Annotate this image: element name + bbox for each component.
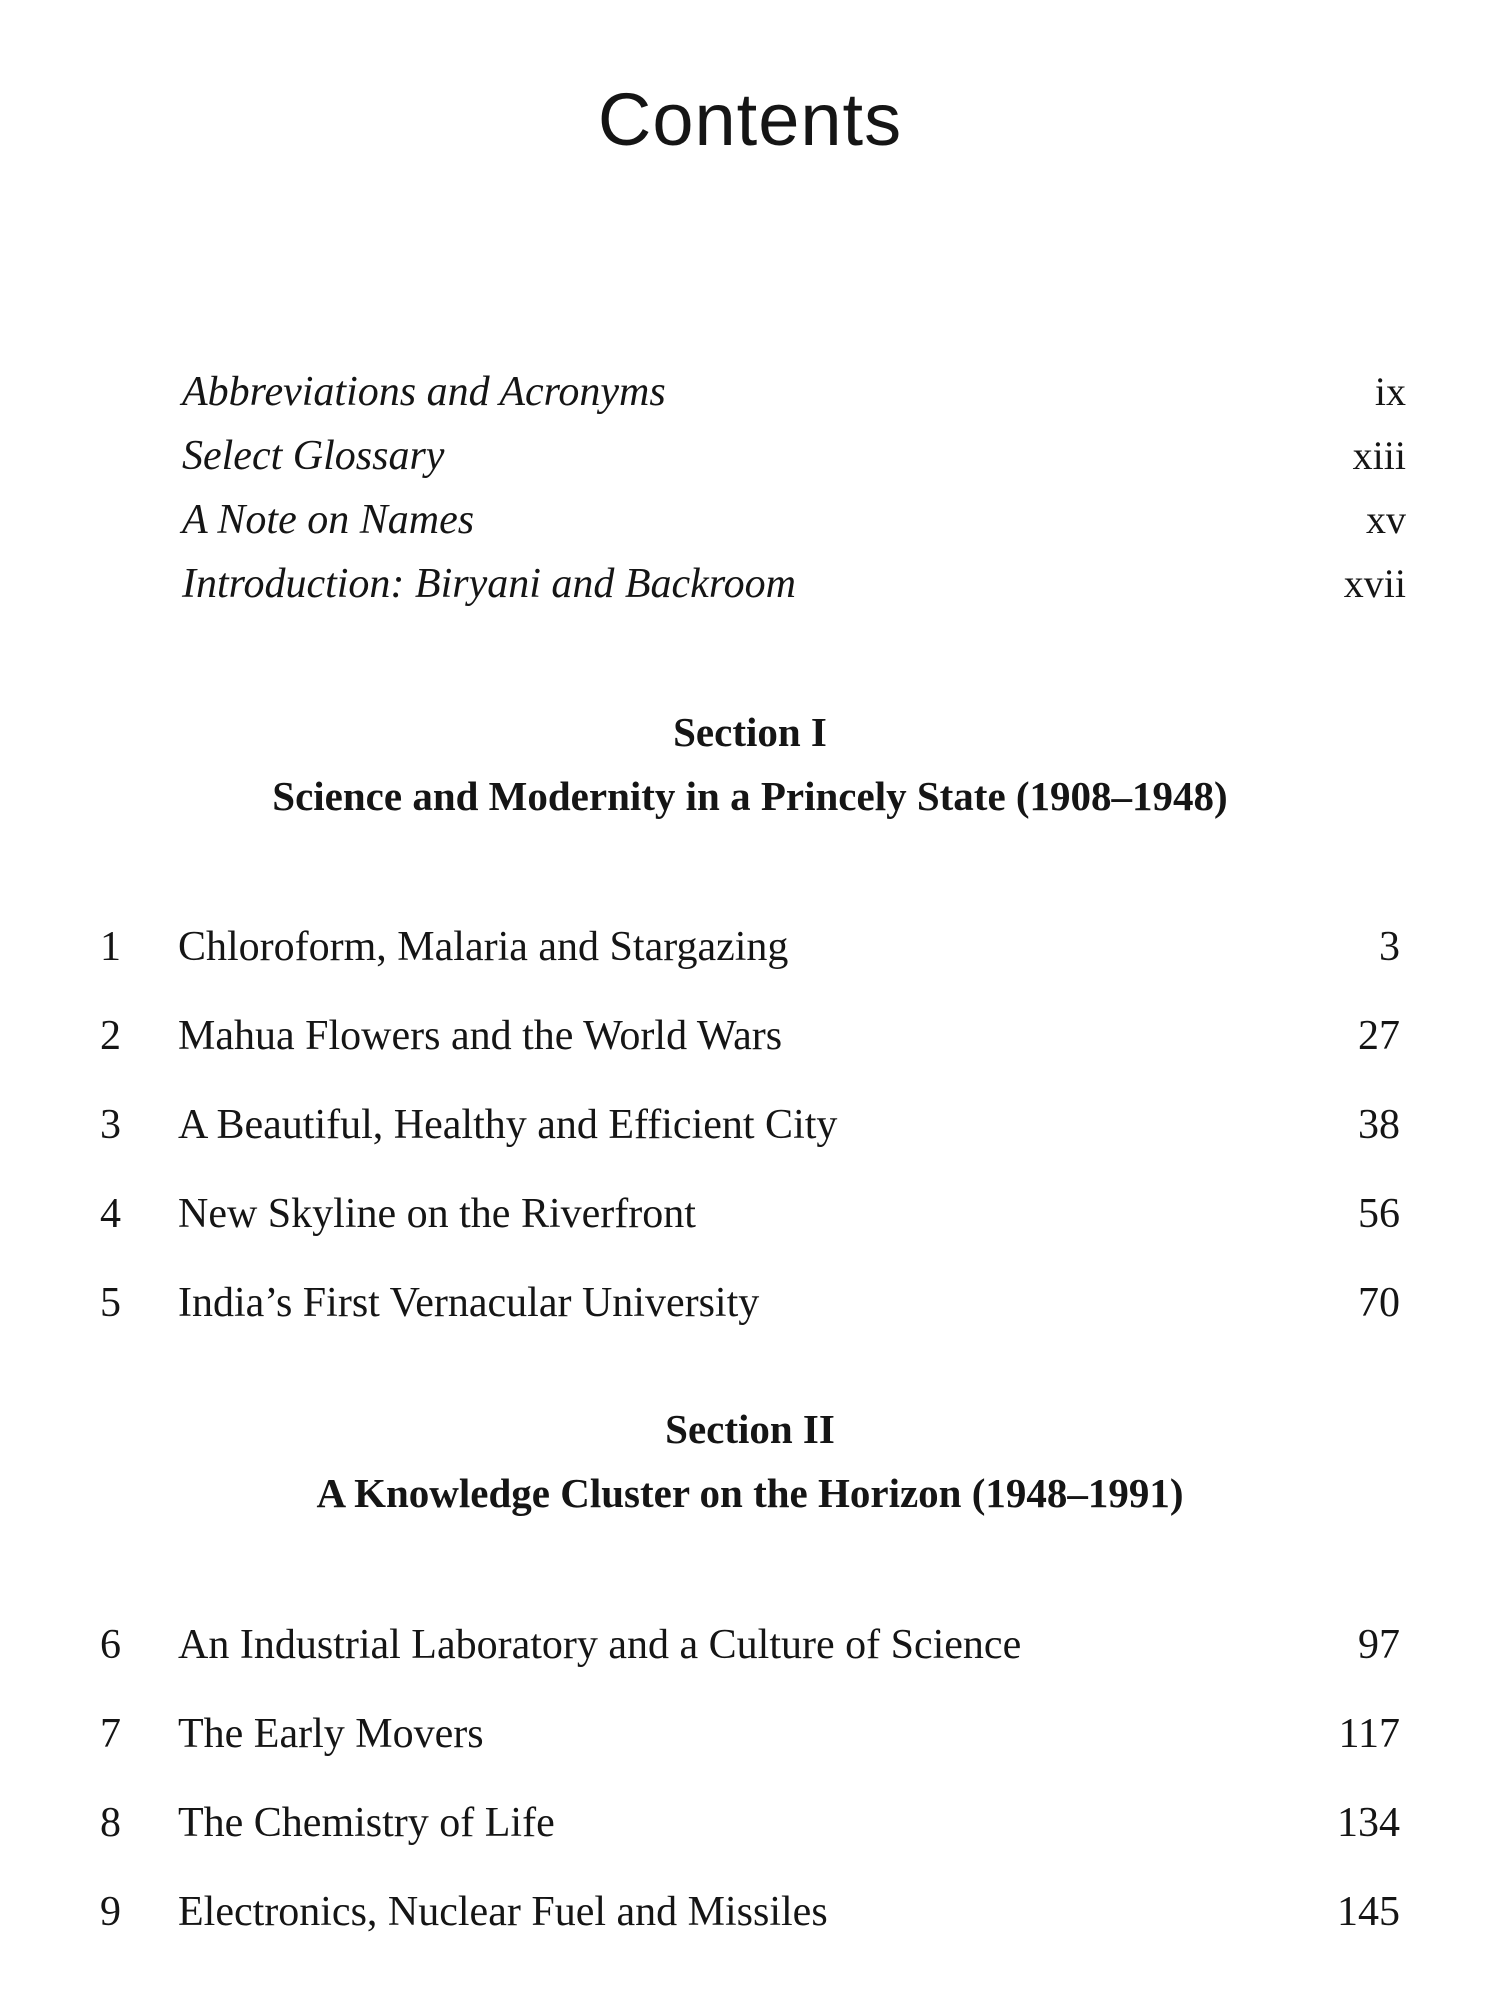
front-matter-entry-abbreviations[interactable] — [0, 360, 1500, 424]
chapter-number: 1 — [100, 924, 121, 970]
chapter-page-number: 38 — [1358, 1102, 1400, 1148]
chapter-entry[interactable] — [0, 1093, 1500, 1182]
chapter-entry[interactable] — [0, 1613, 1500, 1702]
chapter-title: A Beautiful, Healthy and Efficient City — [178, 1102, 838, 1148]
chapter-page-number: 117 — [1338, 1711, 1400, 1757]
chapter-page-number: 70 — [1358, 1280, 1400, 1326]
section-label: Section II — [665, 1406, 835, 1452]
entry-title: A Note on Names — [182, 497, 475, 543]
chapter-title: Electronics, Nuclear Fuel and Missiles — [178, 1889, 828, 1935]
chapter-title: The Chemistry of Life — [178, 1800, 555, 1846]
chapter-number: 5 — [100, 1280, 121, 1326]
chapter-page-number: 97 — [1358, 1622, 1400, 1668]
chapter-number: 9 — [100, 1889, 121, 1935]
section-heading-2 — [0, 1397, 1500, 1525]
chapter-entry[interactable] — [0, 915, 1500, 1004]
section-heading-1 — [0, 700, 1500, 828]
front-matter-entry-glossary[interactable] — [0, 424, 1500, 488]
chapter-page-number: 3 — [1379, 924, 1400, 970]
chapter-number: 3 — [100, 1102, 121, 1148]
entry-page-number: xiii — [1352, 433, 1406, 478]
entry-page-number: xvii — [1343, 561, 1406, 606]
chapter-list-section-2 — [0, 1613, 1500, 1969]
entry-page-number: xv — [1366, 497, 1406, 542]
section-label: Section I — [673, 709, 827, 755]
chapter-entry[interactable] — [0, 1791, 1500, 1880]
chapter-number: 4 — [100, 1191, 121, 1237]
front-matter-entry-note-on-names[interactable] — [0, 488, 1500, 552]
chapter-number: 8 — [100, 1800, 121, 1846]
entry-title: Introduction: Biryani and Backroom — [182, 561, 796, 607]
chapter-entry[interactable] — [0, 1004, 1500, 1093]
chapter-page-number: 27 — [1358, 1013, 1400, 1059]
chapter-entry[interactable] — [0, 1702, 1500, 1791]
chapter-page-number: 145 — [1337, 1889, 1400, 1935]
chapter-page-number: 134 — [1337, 1800, 1400, 1846]
chapter-title: India’s First Vernacular University — [178, 1280, 760, 1326]
chapter-list-section-1 — [0, 915, 1500, 1360]
entry-title: Select Glossary — [182, 433, 445, 479]
entry-page-number: ix — [1374, 369, 1406, 414]
chapter-title: New Skyline on the Riverfront — [178, 1191, 696, 1237]
chapter-number: 7 — [100, 1711, 121, 1757]
chapter-title: An Industrial Laboratory and a Culture of Science — [178, 1622, 1022, 1668]
chapter-title: Chloroform, Malaria and Stargazing — [178, 924, 789, 970]
chapter-entry[interactable] — [0, 1880, 1500, 1969]
page-title: Contents — [597, 78, 903, 161]
chapter-entry[interactable] — [0, 1271, 1500, 1360]
chapter-page-number: 56 — [1358, 1191, 1400, 1237]
front-matter-list — [0, 360, 1500, 616]
section-title: A Knowledge Cluster on the Horizon (1948–1991) — [316, 1470, 1184, 1516]
section-title: Science and Modernity in a Princely State (1908–1948) — [272, 773, 1228, 819]
chapter-number: 2 — [100, 1013, 121, 1059]
chapter-entry[interactable] — [0, 1182, 1500, 1271]
chapter-title: The Early Movers — [178, 1711, 484, 1757]
entry-title: Abbreviations and Acronyms — [182, 369, 666, 415]
front-matter-entry-introduction[interactable] — [0, 552, 1500, 616]
chapter-number: 6 — [100, 1622, 121, 1668]
chapter-title: Mahua Flowers and the World Wars — [178, 1013, 783, 1059]
